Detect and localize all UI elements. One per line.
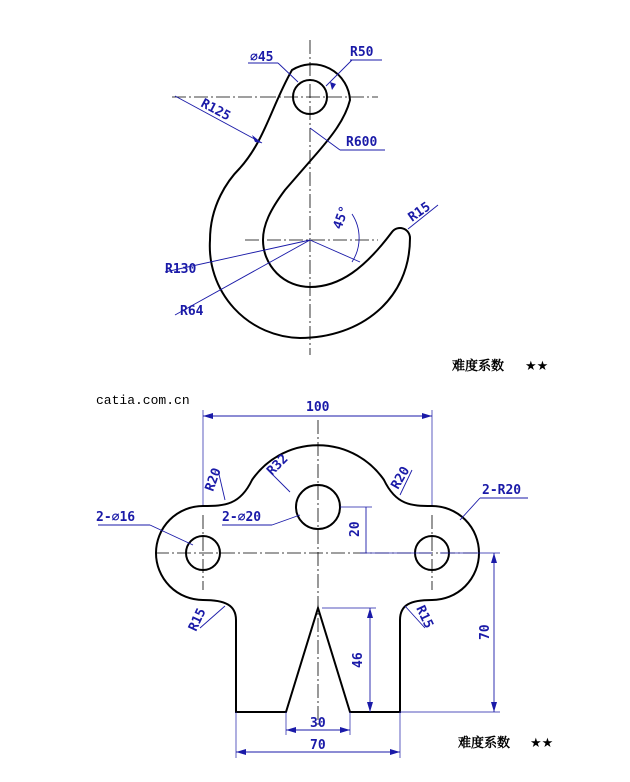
bracket-dim-2-phi16: 2-∅16: [96, 510, 136, 525]
phi20-leader: [272, 515, 300, 525]
hook-drawing: [165, 40, 438, 355]
hook-dim-r15: R15: [405, 199, 434, 226]
bracket-dim-2-phi20: 2-∅20: [222, 510, 262, 525]
watermark-text: catia.com.cn: [96, 393, 190, 408]
hook-angle-leg: [310, 240, 360, 262]
hook-dim-r130: R130: [165, 262, 197, 277]
hook-dim-phi45: ∅45: [250, 50, 274, 65]
dim70v-arrow-top: [491, 553, 497, 563]
bracket-dim-46: 46: [351, 652, 366, 668]
dim70h-arrow-right: [390, 749, 400, 755]
hook-r50-leader: [326, 60, 352, 86]
bracket-dim-70-vertical: 70: [478, 624, 493, 640]
bracket-dim-30: 30: [310, 716, 326, 731]
bracket-drawing: [96, 400, 528, 758]
bracket-dim-20: 20: [348, 521, 363, 537]
bracket-dim-r20-left: R20: [202, 466, 225, 494]
dim30-arrow-left: [286, 727, 296, 733]
hook-difficulty-stars: ★★: [525, 359, 549, 374]
hook-dim-angle45: 45°: [330, 204, 353, 232]
bracket-difficulty-label: 难度系数: [458, 736, 511, 751]
bracket-dim-r32: R32: [264, 451, 292, 479]
bracket-dim-r15-left: R15: [186, 606, 210, 634]
bracket-dim-100: 100: [306, 400, 330, 415]
bracket-difficulty-stars: ★★: [530, 736, 554, 751]
bracket-dim-2-r20: 2-R20: [482, 483, 522, 498]
r20-right-leader: [460, 498, 480, 520]
dim100-arrow-left: [203, 413, 213, 419]
hook-r50-arrow: [330, 82, 336, 90]
bracket-dim-r20-right: R20: [388, 464, 414, 492]
hook-difficulty-label: 难度系数: [452, 359, 505, 374]
dim46-arrow-bottom: [367, 702, 373, 712]
bracket-dim-r15-right: R15: [412, 603, 436, 631]
dim70v-arrow-bottom: [491, 702, 497, 712]
dim70h-arrow-left: [236, 749, 246, 755]
dim100-arrow-right: [422, 413, 432, 419]
bracket-dim-70-horizontal: 70: [310, 738, 326, 753]
hook-angle-arc: [352, 214, 359, 262]
hook-dim-r600: R600: [346, 135, 378, 150]
hook-dim-r125: R125: [198, 96, 233, 125]
hook-dim-r50: R50: [350, 45, 374, 60]
dim30-arrow-right: [340, 727, 350, 733]
hook-dim-r64: R64: [180, 304, 204, 319]
dim46-arrow-top: [367, 608, 373, 618]
